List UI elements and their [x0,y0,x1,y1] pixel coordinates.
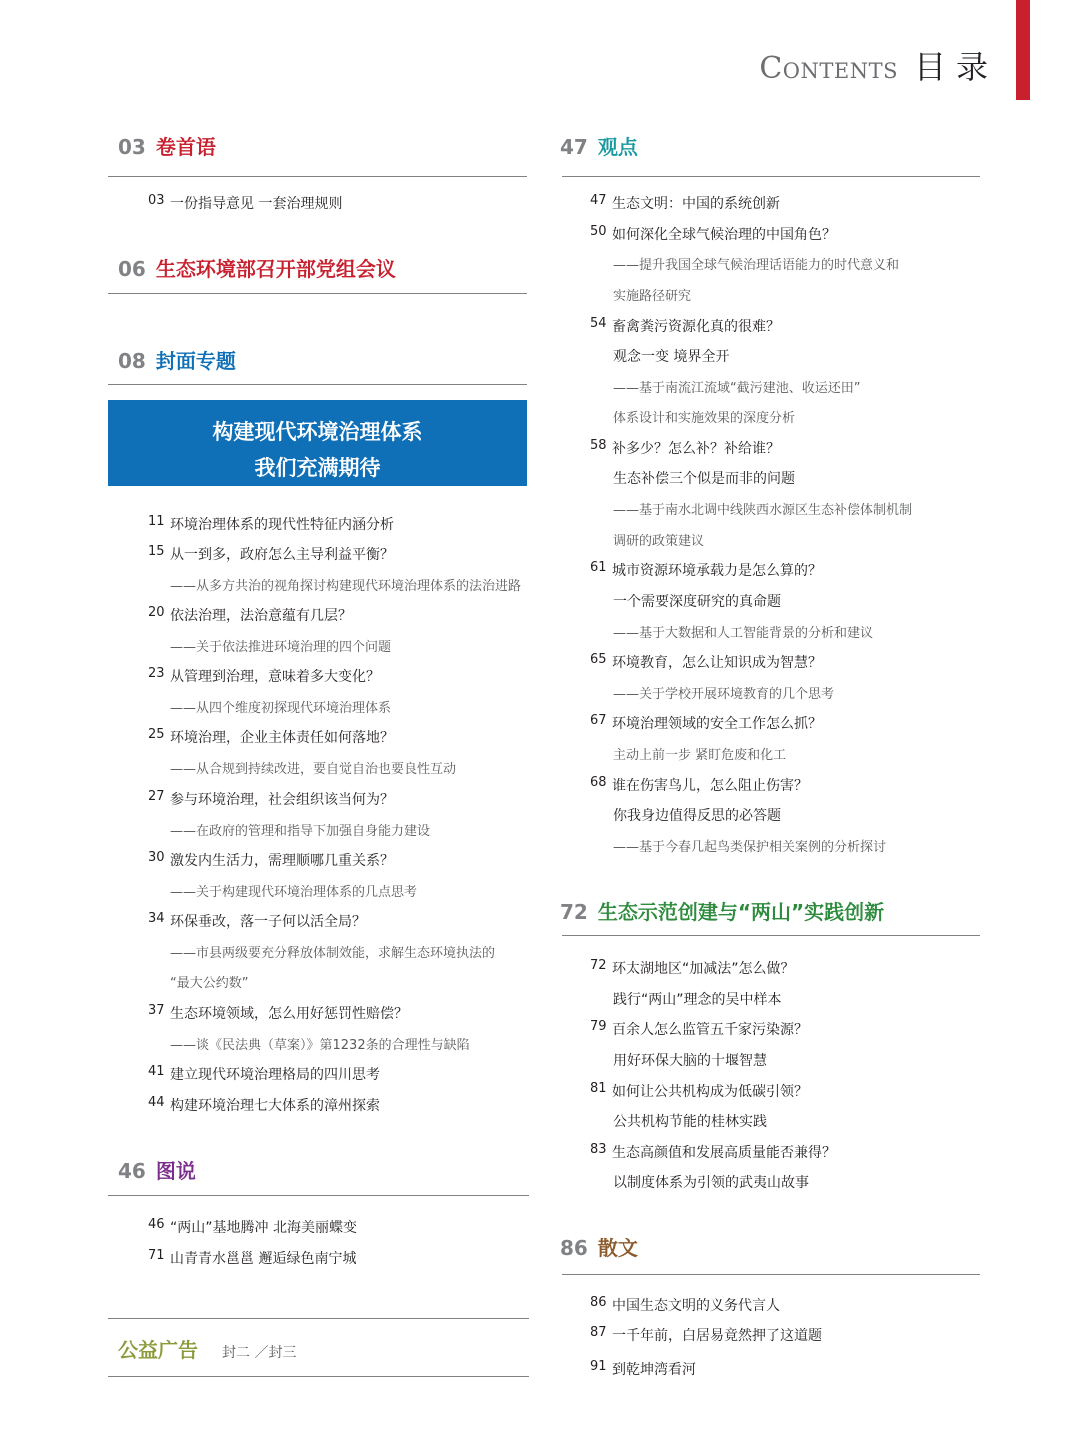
entry-subtitle: ——市县两级要充分释放体制效能，求解生态环境执法的 [170,946,496,961]
entry-title: 中国生态文明的义务代言人 [612,1298,780,1314]
entry-subtitle: ——基于南流江流域“截污建池、收运还田” [613,381,861,396]
toc-entry[interactable] [590,958,795,978]
toc-entry[interactable] [148,1003,408,1023]
entry-title: 环境治理，企业主体责任如何落地？ [170,730,394,746]
entry-title: 山青青水邕邕 邂逅绿色南宁城 [170,1251,357,1267]
toc-entry[interactable] [148,193,342,213]
toc-entry[interactable] [590,775,808,795]
page-number: 20 [148,605,165,620]
entry-subtitle: ——关于构建现代环境治理体系的几点思考 [170,885,418,900]
toc-entry[interactable] [148,727,394,747]
feature-banner[interactable] [108,400,527,486]
toc-entry[interactable] [148,1248,356,1268]
entry-subtitle-cont: 体系设计和实施效果的深度分析 [613,411,796,426]
page-number: 65 [590,652,607,667]
entry-title: 环境治理领域的安全工作怎么抓？ [612,716,822,732]
entry-title: 如何让公共机构成为低碳引领？ [612,1084,808,1100]
toc-entry[interactable] [148,666,380,686]
entry-title: “两山”基地腾冲 北海美丽蝶变 [170,1220,357,1236]
section-title[interactable]: 观点 [597,135,638,159]
feature-line-1: 构建现代环境治理体系 [212,420,423,444]
entry-title: 建立现代环境治理格局的四川思考 [170,1067,380,1083]
page-number: 71 [148,1248,165,1263]
entry-subtitle-cont: 实施路径研究 [613,289,692,304]
contents-title-cn: 目录 [913,48,998,86]
entry-subtitle: ——基于大数据和人工智能背景的分析和建议 [613,626,874,641]
entry-title: 畜禽粪污资源化真的很难？ [612,319,780,335]
entry-title: 一千年前，白居易竟然押了这道题 [612,1328,822,1344]
entry-subtitle: ——基于南水北调中线陕西水源区生态补偿体制机制 [613,503,913,518]
toc-entry[interactable] [590,1325,822,1345]
section-public-ad [118,1334,296,1363]
entry-title: 一份指导意见 一套治理规则 [170,196,343,212]
toc-entry[interactable] [148,850,394,870]
entry-title: 谁在伤害鸟儿，怎么阻止伤害？ [612,778,808,794]
red-corner-bar [1016,0,1030,100]
page-number: 91 [590,1359,607,1374]
divider [562,1274,980,1275]
section-number: 46 [118,1159,146,1183]
toc-entry[interactable] [590,438,780,458]
entry-title-cont: 用好环保大脑的十堰智慧 [613,1053,767,1069]
section-number: 72 [560,900,588,924]
toc-entry[interactable] [590,560,822,580]
entry-title: 环保垂改，落一子何以活全局？ [170,914,366,930]
entry-title-cont: 你我身边值得反思的必答题 [613,808,781,824]
page-number: 27 [148,789,165,804]
page-number: 34 [148,911,165,926]
page-number: 25 [148,727,165,742]
section-eco-demonstration [560,896,884,926]
section-viewpoint [560,131,638,161]
toc-entry[interactable] [590,1081,808,1101]
section-prose [560,1232,638,1262]
page-number: 83 [590,1142,607,1157]
page-number: 58 [590,438,607,453]
page-number: 67 [590,713,607,728]
entry-subtitle-cont: 调研的政策建议 [613,534,705,549]
ad-pages: 封二 ／封三 [222,1345,297,1361]
divider [108,1376,529,1377]
entry-title: 补多少？怎么补？补给谁？ [612,441,780,457]
entry-subtitle: ——在政府的管理和指导下加强自身能力建设 [170,824,431,839]
entry-subtitle: ——从合规到持续改进，要自觉自治也要良性互动 [170,762,457,777]
page-number: 47 [590,193,607,208]
entry-subtitle: ——谈《民法典（草案）》第1232条的合理性与缺陷 [170,1038,470,1053]
entry-title: 环太湖地区“加减法”怎么做？ [612,961,795,977]
page-number: 81 [590,1081,607,1096]
section-title[interactable]: 卷首语 [155,135,216,159]
page-number: 30 [148,850,165,865]
page-number: 72 [590,958,607,973]
entry-title: 到乾坤湾看河 [612,1362,696,1378]
page-number: 86 [590,1295,607,1310]
page-number: 46 [148,1217,165,1232]
entry-title: 生态文明：中国的系统创新 [612,196,780,212]
page-number: 41 [148,1064,165,1079]
page-number: 11 [148,514,165,529]
entry-title-cont: 以制度体系为引领的武夷山故事 [613,1175,809,1191]
entry-title: 激发内生活力，需理顺哪几重关系？ [170,853,394,869]
entry-subtitle: ——基于今春几起鸟类保护相关案例的分析探讨 [613,840,887,855]
toc-entry[interactable] [148,544,394,564]
toc-entry[interactable] [590,1359,696,1379]
entry-title-cont: 践行“两山”理念的吴中样本 [613,992,782,1008]
section-foreword [118,131,216,161]
entry-subtitle: ——关于依法推进环境治理的四个问题 [170,640,392,655]
divider [562,176,980,177]
page-number: 37 [148,1003,165,1018]
page-number: 15 [148,544,165,559]
section-number: 47 [560,135,588,159]
entry-title-cont: 观念一变 境界全开 [613,349,730,365]
section-photo-story [118,1155,196,1185]
entry-title: 生态环境领域，怎么用好惩罚性赔偿？ [170,1006,408,1022]
toc-entry[interactable] [590,224,836,244]
divider [108,293,527,294]
entry-subtitle: ——提升我国全球气候治理话语能力的时代意义和 [613,258,900,273]
toc-entry[interactable] [148,1217,357,1237]
entry-title: 构建环境治理七大体系的漳州探索 [170,1098,380,1114]
divider [108,176,527,177]
entry-title: 如何深化全球气候治理的中国角色？ [612,227,836,243]
section-number: 08 [118,349,146,373]
section-ministry-meeting [118,253,396,283]
toc-entry[interactable] [590,1019,808,1039]
divider [108,384,527,385]
entry-title: 百余人怎么监管五千家污染源？ [612,1022,808,1038]
section-number: 86 [560,1236,588,1260]
toc-entry[interactable] [148,911,366,931]
entry-subtitle-cont: “最大公约数” [170,976,249,991]
entry-title-cont: 公共机构节能的桂林实践 [613,1114,767,1130]
divider [562,935,980,936]
toc-entry[interactable] [148,514,394,534]
toc-entry[interactable] [590,652,822,672]
page-number: 50 [590,224,607,239]
divider [108,1195,529,1196]
contents-title-en: Contents [759,51,898,86]
entry-title: 环境教育，怎么让知识成为智慧？ [612,655,822,671]
toc-entry[interactable] [590,713,822,733]
toc-entry[interactable] [148,1095,380,1115]
entry-subtitle: ——关于学校开展环境教育的几个思考 [613,687,835,702]
section-title[interactable]: 散文 [597,1236,638,1260]
section-title[interactable]: 图说 [155,1159,196,1183]
entry-title: 环境治理体系的现代性特征内涵分析 [170,517,394,533]
divider [108,1318,529,1319]
toc-entry[interactable] [590,1142,836,1162]
page-number: 68 [590,775,607,790]
section-title[interactable]: 生态示范创建与“两山”实践创新 [597,900,885,924]
entry-title: 从一到多，政府怎么主导利益平衡？ [170,547,394,563]
section-cover-feature [118,345,236,375]
page-number: 79 [590,1019,607,1034]
page-number: 23 [148,666,165,681]
toc-entry[interactable] [148,1064,380,1084]
entry-subtitle: ——从多方共治的视角探讨构建现代环境治理体系的法治进路 [170,579,522,594]
entry-title: 城市资源环境承载力是怎么算的？ [612,563,822,579]
section-number: 06 [118,257,146,281]
page-number: 61 [590,560,607,575]
feature-line-2: 我们充满期待 [254,456,381,480]
page-number: 54 [590,316,607,331]
toc-entry[interactable] [148,605,352,625]
page-title [759,42,998,88]
toc-entry[interactable] [148,789,394,809]
section-number: 03 [118,135,146,159]
page-number: 44 [148,1095,165,1110]
page-number: 87 [590,1325,607,1340]
entry-title: 参与环境治理，社会组织该当何为？ [170,792,394,808]
section-title[interactable]: 封面专题 [155,349,236,373]
toc-entry[interactable] [590,316,780,336]
toc-entry[interactable] [590,1295,780,1315]
section-title[interactable]: 公益广告 [118,1338,198,1362]
entry-title: 依法治理，法治意蕴有几层？ [170,608,352,624]
entry-subtitle: ——从四个维度初探现代环境治理体系 [170,701,392,716]
toc-entry[interactable] [590,193,780,213]
entry-title: 生态高颜值和发展高质量能否兼得？ [612,1145,836,1161]
entry-title-cont: 一个需要深度研究的真命题 [613,594,781,610]
entry-subtitle: 主动上前一步 紧盯危废和化工 [613,748,787,763]
section-title[interactable]: 生态环境部召开部党组会议 [155,257,396,281]
page-number: 03 [148,193,165,208]
entry-title: 从管理到治理，意味着多大变化？ [170,669,380,685]
entry-title-cont: 生态补偿三个似是而非的问题 [613,471,795,487]
